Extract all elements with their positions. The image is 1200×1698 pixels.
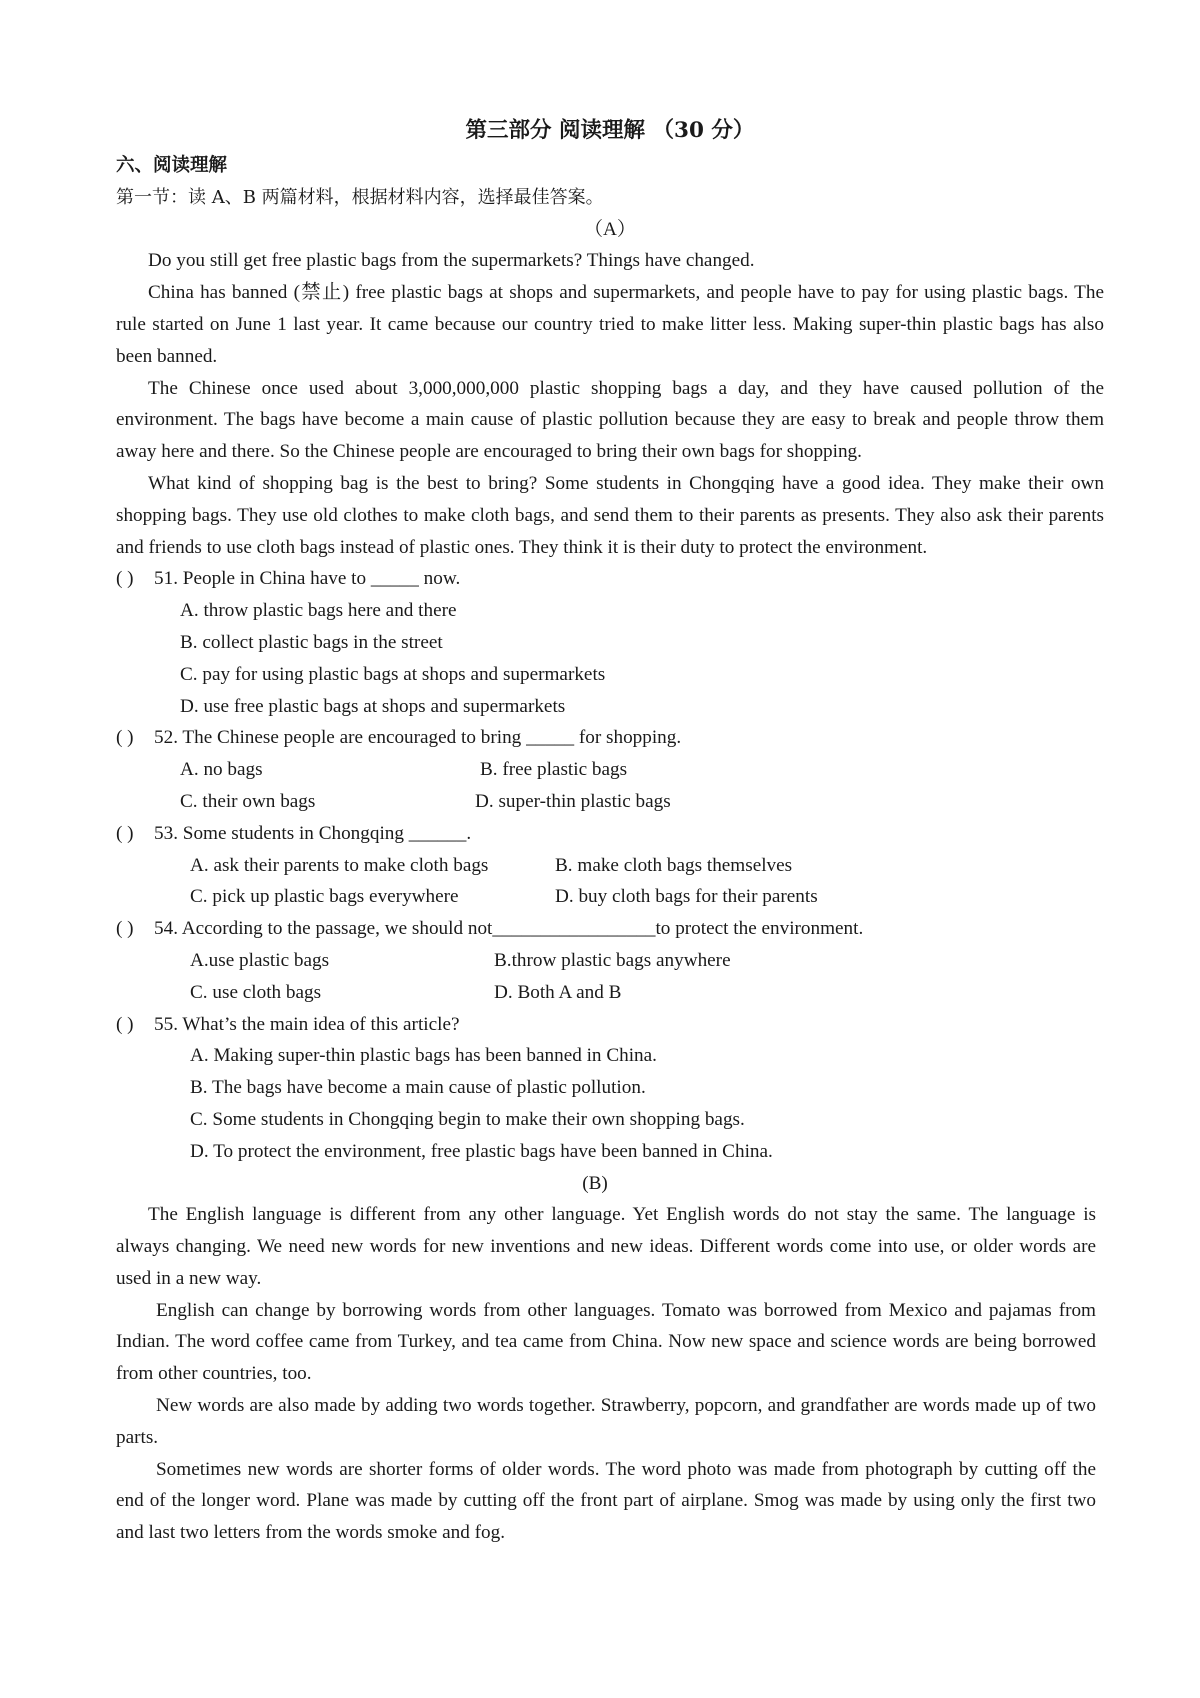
option-d: D. Both A and B [494,981,622,1003]
option-a: A. throw plastic bags here and there [180,600,457,622]
question-stem: 51. People in China have to _____ now. [154,568,461,590]
option-b: B. make cloth bags themselves [555,854,793,876]
exam-page [116,112,1104,1549]
question-55 [116,1009,1104,1168]
option-b: B.throw plastic bags anywhere [494,949,731,971]
question-52 [116,722,1104,817]
paragraph: The English language is different from any other language. Yet English words do not stay the same. The language is always changing. We need new words for new inventions and new ideas. Different words come into use, or older words are used in a new way. [116,1204,1096,1289]
option-c: C. use cloth bags [190,981,322,1003]
answer-blank[interactable]: ( ) [116,918,134,940]
option-a: A. ask their parents to make cloth bags [190,854,489,876]
answer-blank[interactable]: ( ) [116,1013,134,1035]
option-a: A. no bags [180,759,263,781]
question-51 [116,563,1104,722]
passage-b-label: (B) [582,1172,608,1194]
question-53 [116,818,1104,913]
paragraph: Do you still get free plastic bags from the supermarkets? Things have changed. [148,250,755,272]
paragraph: China has banned (禁止) free plastic bags at shops and supermarkets, and people have to pay for using plastic bags. The rule started on June 1 last year. It came because our country tried to make litter less. Making super-thin plastic bags has also been banned. [116,282,1104,367]
option-d: D. To protect the environment, free plastic bags have been banned in China. [190,1140,773,1162]
option-d: D. use free plastic bags at shops and supermarkets [180,695,566,717]
paragraph: What kind of shopping bag is the best to bring? Some students in Chongqing have a good idea. They make their own shopping bags. They use old clothes to make cloth bags, and send them to their parents as presents. They also ask their parents and friends to use cloth bags instead of plastic ones. They think it is their duty to protect the environment. [116,472,1104,558]
option-b: B. The bags have become a main cause of plastic pollution. [190,1077,646,1099]
passage-a-label: （A） [583,218,637,240]
question-stem: 53. Some students in Chongqing ______. [154,822,472,844]
option-d: D. buy cloth bags for their parents [555,886,818,908]
option-c: C. their own bags [180,790,316,812]
answer-blank[interactable]: ( ) [116,822,134,844]
passage-b [116,1199,1096,1549]
option-b: B. collect plastic bags in the street [180,631,443,653]
instruction: 第一节：读 A、B 两篇材料，根据材料内容，选择最佳答案。 [116,186,604,208]
paragraph: New words are also made by adding two words together. Strawberry, popcorn, and grandfather are words made up of two parts. [116,1395,1096,1448]
question-54 [116,913,1104,1008]
option-c: C. pay for using plastic bags at shops and supermarkets [180,663,606,685]
option-d: D. super-thin plastic bags [475,790,671,812]
answer-blank[interactable]: ( ) [116,568,134,590]
paragraph: Sometimes new words are shorter forms of older words. The word photo was made from photograph by cutting off the end of the longer word. Plane was made by cutting off the front part of airplane. Smog was made by using only the first two and last two letters from the words smoke and fog. [116,1458,1096,1544]
passage-a [116,245,1104,563]
option-a: A.use plastic bags [190,949,330,971]
section-title: 第三部分 阅读理解 （30 分） [465,118,755,143]
question-stem: 54. According to the passage, we should not_________________to protect the environment. [154,918,864,940]
option-a: A. Making super-thin plastic bags has been banned in China. [190,1045,657,1067]
option-c: C. Some students in Chongqing begin to make their own shopping bags. [190,1108,745,1130]
question-stem: 52. The Chinese people are encouraged to bring _____ for shopping. [154,727,682,749]
question-stem: 55. What’s the main idea of this article? [154,1013,460,1035]
option-b: B. free plastic bags [480,759,628,781]
option-c: C. pick up plastic bags everywhere [190,886,459,908]
paragraph: English can change by borrowing words from other languages. Tomato was borrowed from Mexico and pajamas from Indian. The word coffee came from Turkey, and tea came from China. Now new space and science words are being borrowed from other countries, too. [116,1299,1096,1385]
section-heading: 六、阅读理解 [116,155,228,176]
paragraph: The Chinese once used about 3,000,000,000 plastic shopping bags a day, and they have caused pollution of the environment. The bags have become a main cause of plastic pollution because they are easy to break and people throw them away here and there. So the Chinese people are encouraged to bring their own bags for shopping. [116,377,1104,463]
answer-blank[interactable]: ( ) [116,727,134,749]
